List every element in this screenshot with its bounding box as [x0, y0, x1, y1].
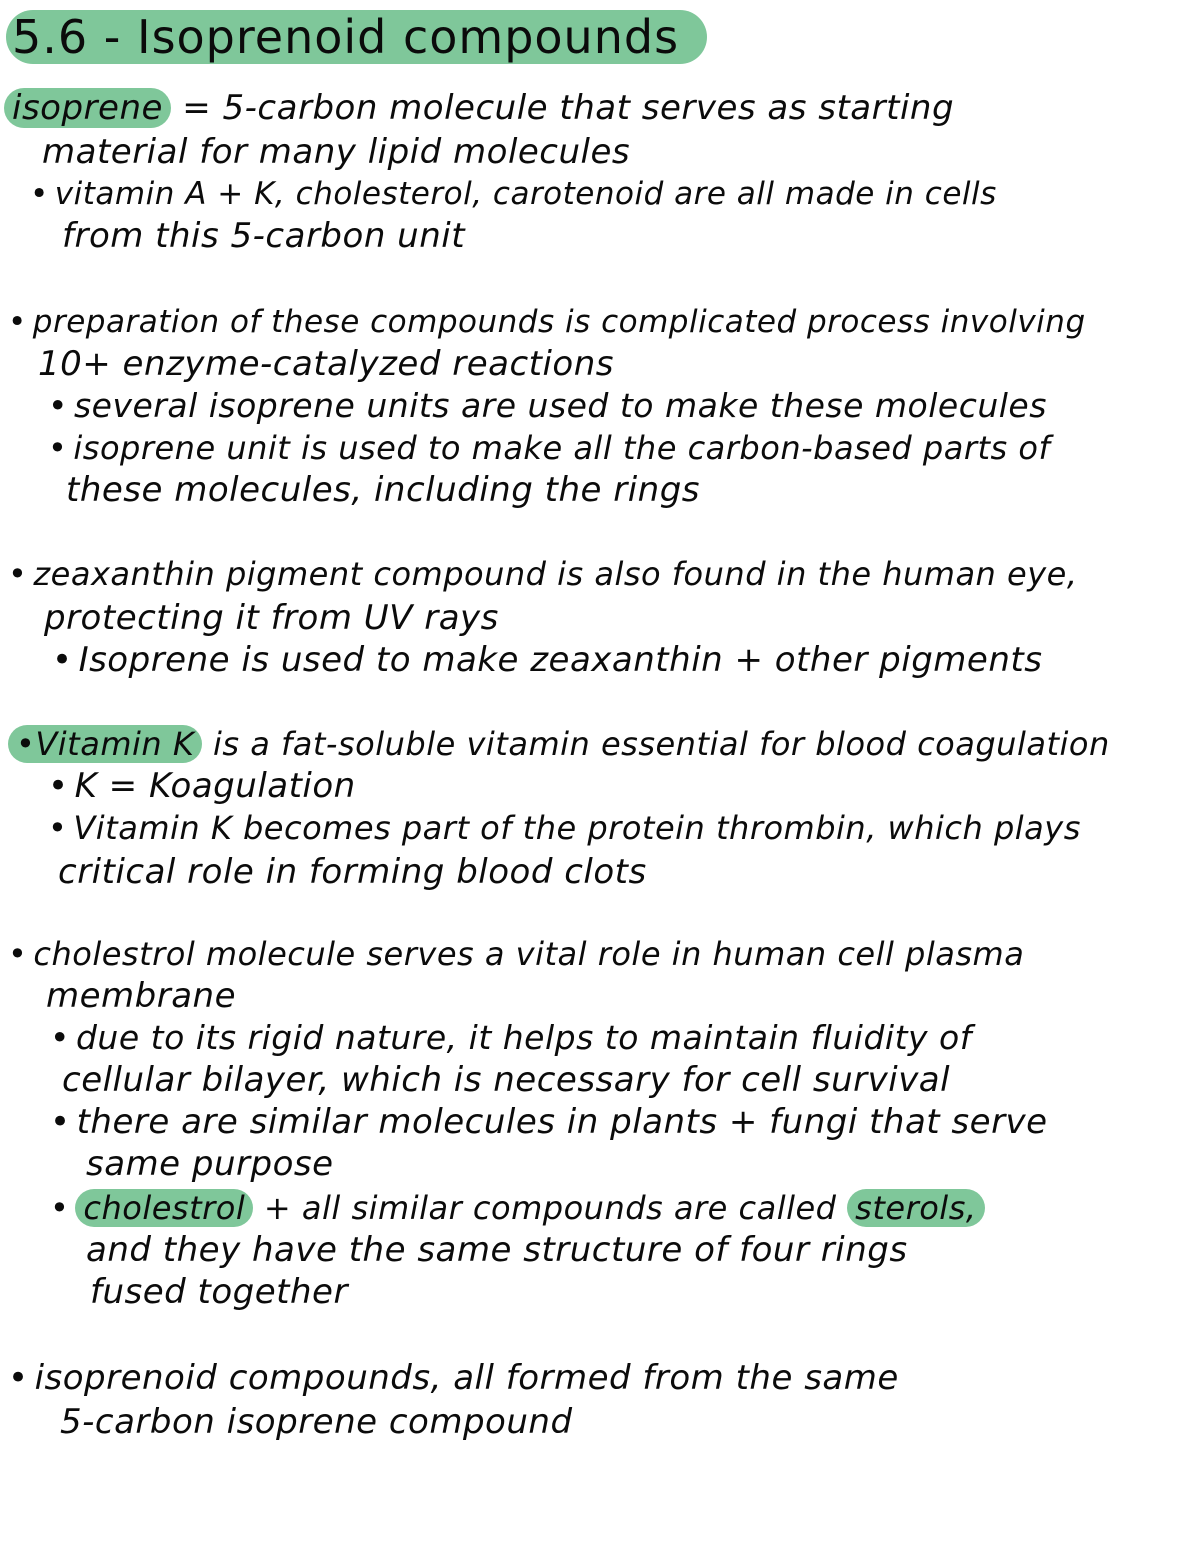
cholesterol-sub1-text: due to its rigid nature, it helps to maintain fluidity of: [75, 1018, 972, 1057]
vitamin-k-main: [8, 722, 1110, 766]
bullet-icon: •: [50, 1018, 70, 1057]
cholesterol-main-text: cholestrol molecule serves a vital role in human cell plasma: [33, 935, 1025, 973]
zeaxanthin-sub1: [52, 638, 1042, 682]
bullet-icon: •: [48, 809, 68, 847]
title-highlight: 5.6 - Isoprenoid compounds: [6, 10, 707, 64]
preparation-main: [8, 300, 1086, 344]
isoprene-sub1: [30, 172, 997, 216]
preparation-sub2-text: isoprene unit is used to make all the carbon-based parts of: [73, 429, 1051, 467]
cholesterol-main-cont: membrane: [46, 976, 237, 1016]
vitamin-k-sub1-text: K = Koagulation: [74, 766, 356, 806]
preparation-main-cont: 10+ enzyme-catalyzed reactions: [38, 344, 614, 384]
isoprene-definition: [4, 86, 954, 130]
vitamin-k-term-text: Vitamin K: [35, 725, 195, 763]
bullet-icon: •: [48, 429, 68, 467]
bullet-icon: •: [48, 386, 68, 425]
cholesterol-sub1: [50, 1016, 972, 1060]
bullet-icon: •: [50, 1102, 71, 1142]
cholesterol-sub2-text: there are similar molecules in plants + fungi that serve: [76, 1102, 1048, 1142]
cholesterol-sub1-cont: cellular bilayer, which is necessary for cell survival: [62, 1060, 951, 1100]
vitamin-k-sub1: [48, 764, 356, 808]
cholesterol-sub2-cont: same purpose: [86, 1144, 334, 1184]
bullet-icon: •: [50, 1189, 70, 1227]
isoprene-sub1-cont: from this 5-carbon unit: [62, 216, 466, 256]
cholesterol-sub3: [50, 1186, 985, 1230]
cholesterol-sub3-cont2: fused together: [90, 1272, 348, 1312]
page-title: [6, 6, 707, 68]
bullet-icon: •: [30, 176, 49, 212]
bullet-icon: •: [8, 555, 28, 593]
cholesterol-sub2: [50, 1100, 1048, 1144]
zeaxanthin-main-cont: protecting it from UV rays: [44, 598, 499, 638]
preparation-sub1-text: several isoprene units are used to make these molecules: [73, 386, 1047, 425]
cholesterol-main: [8, 932, 1024, 976]
bullet-icon: •: [8, 1358, 29, 1398]
isoprenoid-main-cont: 5-carbon isoprene compound: [60, 1402, 573, 1442]
preparation-sub2-cont: these molecules, including the rings: [66, 470, 700, 510]
vitamin-k-sub2-cont: critical role in forming blood clots: [58, 852, 647, 892]
bullet-icon: •: [8, 304, 27, 340]
vitamin-k-main-text: is a fat-soluble vitamin essential for blood coagulation: [212, 725, 1110, 763]
cholesterol-sub3-mid: + all similar compounds are called: [263, 1189, 837, 1227]
bullet-icon: •: [52, 640, 73, 680]
vitamin-k-term: [8, 725, 202, 763]
isoprene-term: isoprene: [4, 88, 171, 128]
bullet-icon: •: [16, 725, 36, 763]
preparation-sub2: [48, 426, 1050, 470]
vitamin-k-sub2-text: Vitamin K becomes part of the protein thrombin, which plays: [73, 809, 1081, 847]
bullet-icon: •: [48, 766, 69, 806]
preparation-main-text: preparation of these compounds is complicated process involving: [32, 304, 1086, 340]
isoprenoid-main-text: isoprenoid compounds, all formed from the same: [34, 1358, 899, 1398]
preparation-sub1: [48, 384, 1047, 428]
sterols-term: sterols,: [847, 1189, 984, 1227]
isoprene-definition-cont: material for many lipid molecules: [42, 132, 631, 172]
cholesterol-term: cholestrol: [75, 1189, 253, 1227]
vitamin-k-sub2: [48, 806, 1081, 850]
isoprene-definition-text: = 5-carbon molecule that serves as starting: [182, 88, 955, 128]
isoprenoid-main: [8, 1356, 899, 1400]
zeaxanthin-sub1-text: Isoprene is used to make zeaxanthin + other pigments: [78, 640, 1043, 680]
bullet-icon: •: [8, 935, 28, 973]
isoprene-sub1-text: vitamin A + K, cholesterol, carotenoid are all made in cells: [54, 176, 997, 212]
zeaxanthin-main-text: zeaxanthin pigment compound is also found in the human eye,: [33, 555, 1078, 593]
cholesterol-sub3-cont: and they have the same structure of four rings: [86, 1230, 908, 1270]
zeaxanthin-main: [8, 552, 1077, 596]
